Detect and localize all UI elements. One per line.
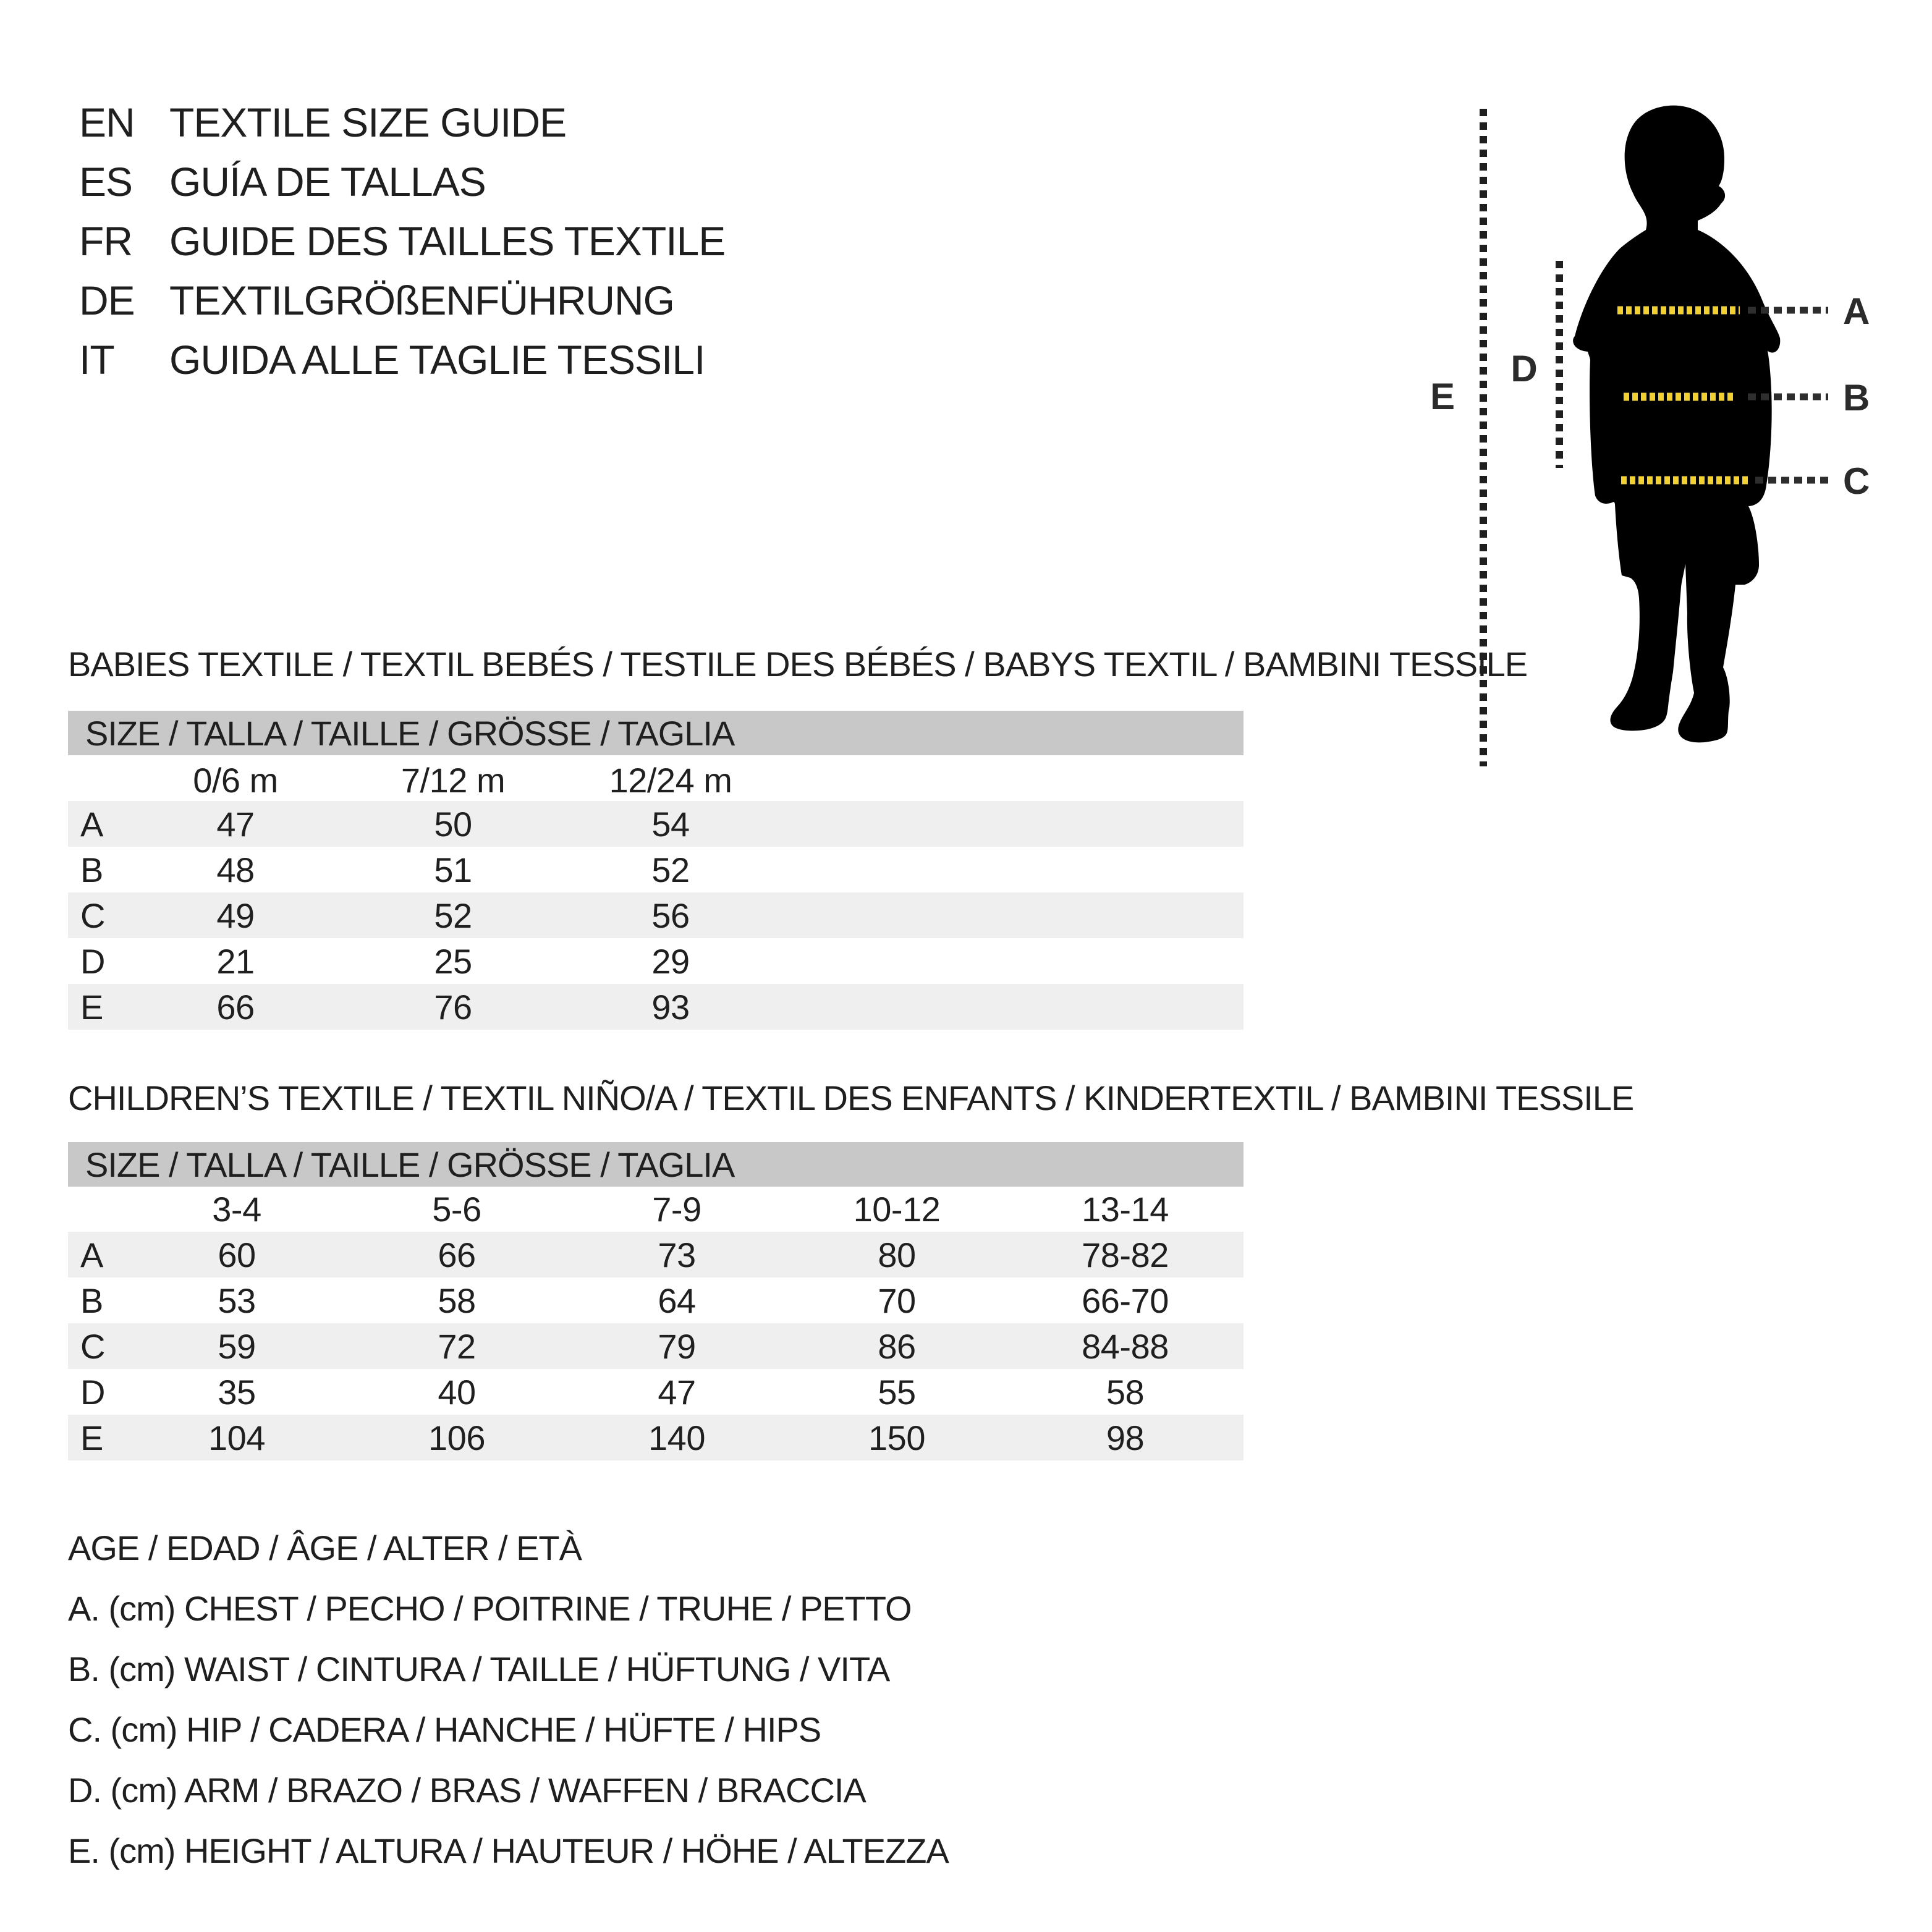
table-cell: 76 [434,987,472,1027]
table-cell: 66 [216,987,255,1027]
table-cell: 54 [651,804,690,844]
column-header: 5-6 [432,1190,481,1229]
legend-line-chest: A. (cm) CHEST / PECHO / POITRINE / TRUHE / PETTO [68,1589,912,1628]
table-cell: 56 [651,896,690,935]
table-row [68,1323,1244,1369]
measurement-legend [68,1518,949,1881]
row-label: D [80,941,105,981]
table-cell: 78-82 [1082,1235,1169,1274]
lang-row-it [79,330,725,389]
row-label: C [80,1326,105,1366]
babies-section-heading: BABIES TEXTILE / TEXTIL BEBÉS / TESTILE DES BÉBÉS / BABYS TEXTIL / BAMBINI TESSILE [68,645,1528,684]
table-row [68,1277,1244,1323]
lang-row-fr [79,211,725,271]
table-cell: 49 [216,896,255,935]
lang-code: EN [79,100,135,145]
column-header: 12/24 m [609,760,732,800]
column-header: 7-9 [652,1190,701,1229]
table-cell: 79 [658,1326,696,1366]
child-silhouette [1573,106,1780,743]
table-cell: 35 [218,1372,256,1412]
legend-line-waist: B. (cm) WAIST / CINTURA / TAILLE / HÜFTUNG / VITA [68,1650,890,1688]
legend-line-age: AGE / EDAD / ÂGE / ALTER / ETÀ [68,1528,582,1567]
lang-row-de [79,271,725,330]
measurement-diagram [1409,87,1932,828]
lang-title: GUÍA DE TALLAS [169,159,486,205]
table-row [68,1232,1244,1277]
lang-title: GUIDE DES TAILLES TEXTILE [169,218,726,264]
lang-row-es [79,152,725,211]
table-cell: 25 [434,941,472,981]
column-header: 0/6 m [193,760,278,800]
legend-line-height: E. (cm) HEIGHT / ALTURA / HAUTEUR / HÖHE / ALTEZZA [68,1831,949,1870]
legend-line-arm: D. (cm) ARM / BRAZO / BRAS / WAFFEN / BRACCIA [68,1771,866,1810]
table-row [68,938,1244,984]
table-cell: 52 [651,850,690,889]
legend-line-hip: C. (cm) HIP / CADERA / HANCHE / HÜFTE / HIPS [68,1710,821,1749]
label-e: E [1430,376,1455,417]
table-cell: 80 [878,1235,916,1274]
table-cell: 106 [428,1418,485,1457]
babies-size-bar-label: SIZE / TALLA / TAILLE / GRÖSSE / TAGLIA [85,713,735,753]
table-cell: 29 [651,941,690,981]
table-cell: 98 [1106,1418,1145,1457]
table-cell: 140 [648,1418,705,1457]
label-a: A [1843,290,1870,332]
table-cell: 73 [658,1235,696,1274]
table-cell: 150 [868,1418,925,1457]
label-d: D [1510,348,1538,389]
table-cell: 58 [438,1281,476,1320]
table-cell: 47 [216,804,255,844]
lang-title: GUIDA ALLE TAGLIE TESSILI [169,337,705,383]
babies-size-bar [68,711,1244,755]
table-cell: 60 [218,1235,256,1274]
babies-size-table [68,759,1244,1030]
lang-code: IT [79,337,114,383]
lang-row-en [79,93,725,152]
row-label: A [80,1235,103,1274]
table-cell: 47 [658,1372,696,1412]
lang-code: ES [79,159,133,205]
table-cell: 72 [438,1326,476,1366]
lang-title: TEXTILE SIZE GUIDE [169,100,567,145]
children-section-heading: CHILDREN’S TEXTILE / TEXTIL NIÑO/A / TEXTIL DES ENFANTS / KINDERTEXTIL / BAMBINI TESSILE [68,1078,1634,1117]
table-row [68,984,1244,1030]
column-header: 13-14 [1082,1190,1169,1229]
row-label: E [80,987,103,1027]
lang-code: DE [79,278,135,323]
table-row [68,847,1244,892]
label-b: B [1843,377,1870,418]
children-size-bar [68,1142,1244,1187]
row-label: C [80,896,105,935]
column-header: 3-4 [212,1190,261,1229]
lang-title: TEXTILGRÖßENFÜHRUNG [169,278,675,323]
children-table-header-row [68,1187,1244,1232]
table-row [68,1415,1244,1460]
child-measurement-figure [1409,87,1932,828]
table-cell: 64 [658,1281,696,1320]
table-cell: 21 [216,941,255,981]
table-cell: 50 [434,804,472,844]
table-row [68,892,1244,938]
table-cell: 86 [878,1326,916,1366]
row-label: E [80,1418,103,1457]
table-cell: 59 [218,1326,256,1366]
label-c: C [1843,460,1870,502]
row-label: D [80,1372,105,1412]
table-row [68,801,1244,847]
table-cell: 66 [438,1235,476,1274]
column-header: 10-12 [853,1190,941,1229]
table-cell: 84-88 [1082,1326,1169,1366]
row-label: A [80,804,103,844]
column-header: 7/12 m [400,760,506,800]
row-label: B [80,850,103,889]
table-cell: 52 [434,896,472,935]
row-label: B [80,1281,103,1320]
table-cell: 104 [208,1418,265,1457]
table-cell: 70 [878,1281,916,1320]
children-size-table [68,1187,1244,1460]
table-cell: 58 [1106,1372,1145,1412]
table-cell: 51 [434,850,472,889]
table-cell: 66-70 [1082,1281,1169,1320]
children-size-bar-label: SIZE / TALLA / TAILLE / GRÖSSE / TAGLIA [85,1145,735,1184]
table-row [68,1369,1244,1415]
table-cell: 53 [218,1281,256,1320]
lang-code: FR [79,218,132,264]
table-cell: 93 [651,987,690,1027]
table-cell: 55 [878,1372,916,1412]
babies-table-header-row [68,759,1244,801]
table-cell: 48 [216,850,255,889]
table-cell: 40 [438,1372,476,1412]
language-header [79,93,725,389]
